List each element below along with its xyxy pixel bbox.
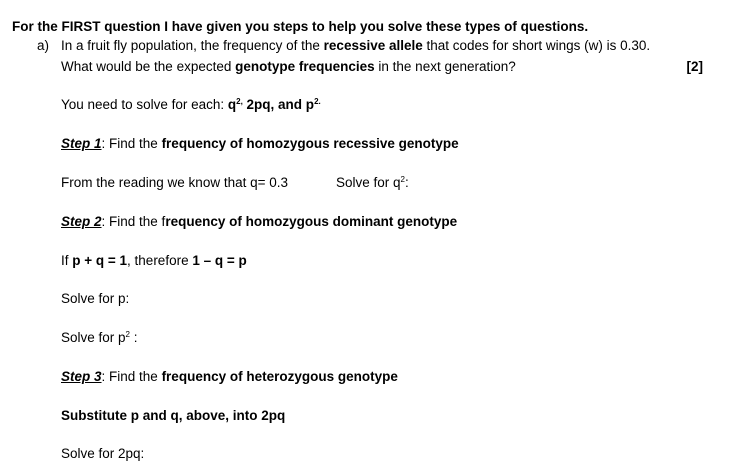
solve-each-line <box>61 97 321 113</box>
solve-each-terms: 2pq, and p <box>242 97 315 112</box>
solve-p-line: Solve for p: <box>61 291 130 306</box>
step-3-line <box>61 369 398 385</box>
q-symbol: q <box>227 97 237 112</box>
equation-2: 1 – q = p <box>192 253 247 268</box>
solve-2pq-line: Solve for 2pq: <box>61 446 145 461</box>
solve-p-squared-line <box>61 330 138 346</box>
reading-line: From the reading we know that q= 0.3 <box>61 175 289 190</box>
page-title: For the FIRST question I have given you steps to help you solve these types of questions. <box>12 19 589 34</box>
substitute-line: Substitute p and q, above, into 2pq <box>61 408 286 423</box>
solve-p2-prefix: Solve for p <box>61 330 126 345</box>
solve-p2-exponent: 2 <box>125 330 130 339</box>
therefore-text: , therefore <box>127 253 193 268</box>
step-1-text: frequency of homozygous recessive genotype <box>161 136 459 151</box>
q-squared <box>228 97 321 112</box>
solve-q-prefix: Solve for q <box>336 175 401 190</box>
if-prefix: If <box>61 253 73 268</box>
solve-each-prefix: You need to solve for each: <box>61 97 228 112</box>
step-3-connector: : Find the <box>101 369 162 384</box>
question-text: that codes for short wings (w) is 0.30. <box>422 38 651 53</box>
step-2-label: Step 2 <box>61 214 102 229</box>
if-line <box>61 253 247 269</box>
solve-p2-suffix: : <box>130 330 138 345</box>
solve-q-squared <box>336 175 409 191</box>
step-2-line <box>61 214 457 230</box>
step-2-text: requency of homozygous dominant genotype <box>165 214 458 229</box>
p-exponent: 2. <box>314 97 321 106</box>
question-line-1 <box>61 38 650 54</box>
solve-q-exponent: 2 <box>400 175 405 184</box>
step-3-label: Step 3 <box>61 369 102 384</box>
question-text: In a fruit fly population, the frequency of the <box>61 38 324 53</box>
step-3-text: frequency of heterozygous genotype <box>161 369 398 384</box>
question-bold-term: genotype frequencies <box>235 59 375 74</box>
question-bold-term: recessive allele <box>323 38 423 53</box>
question-line-2 <box>61 59 516 75</box>
step-1-connector: : Find the <box>101 136 162 151</box>
q-exponent: 2, <box>236 97 243 106</box>
equation-1: p + q = 1 <box>72 253 128 268</box>
solve-q-suffix: : <box>405 175 409 190</box>
step-1-label: Step 1 <box>61 136 102 151</box>
question-letter: a) <box>37 38 50 53</box>
marks-label: [2] <box>686 59 703 74</box>
step-2-connector: : Find the f <box>101 214 166 229</box>
question-text: in the next generation? <box>374 59 516 74</box>
step-1-line <box>61 136 459 152</box>
question-text: What would be the expected <box>61 59 236 74</box>
